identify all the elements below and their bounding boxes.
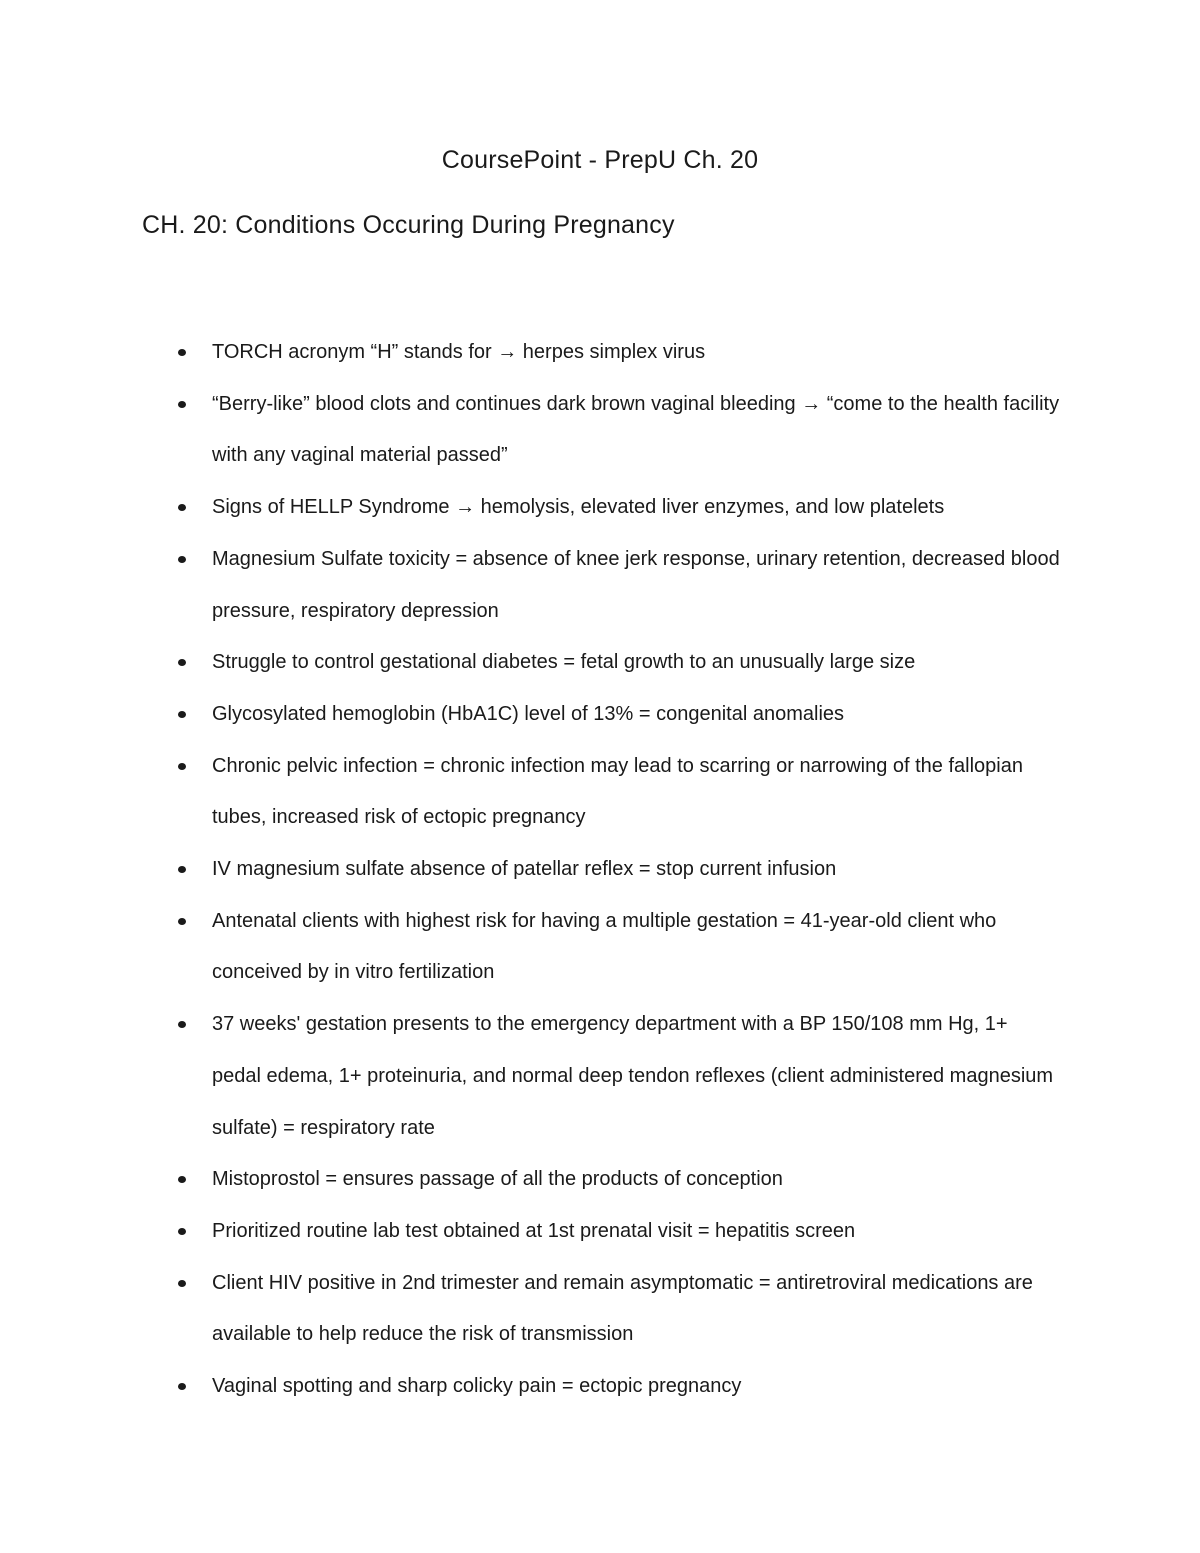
list-item — [0, 844, 1062, 896]
notes-list — [0, 327, 1200, 1413]
list-item-text: IV magnesium sulfate absence of patellar reflex = stop current infusion — [212, 858, 837, 881]
list-item — [0, 999, 1062, 1154]
list-item — [0, 896, 1062, 999]
list-item-text: Glycosylated hemoglobin (HbA1C) level of 13% = congenital anomalies — [212, 702, 845, 725]
bullet-icon — [178, 401, 186, 408]
bullet-icon — [178, 711, 186, 718]
list-item — [0, 1258, 1062, 1361]
list-item-text: Vaginal spotting and sharp colicky pain = ectopic pregnancy — [212, 1375, 742, 1398]
chapter-heading: CH. 20: Conditions Occuring During Pregnancy — [142, 211, 675, 239]
list-item-text: Prioritized routine lab test obtained at 1st prenatal visit = hepatitis screen — [212, 1219, 856, 1242]
list-item — [0, 637, 1062, 689]
list-item-text: TORCH acronym “H” stands for → herpes simplex virus — [212, 341, 706, 363]
bullet-icon — [178, 763, 186, 770]
bullet-icon — [178, 866, 186, 873]
bullet-icon — [178, 1280, 186, 1287]
list-item — [0, 534, 1062, 637]
bullet-icon — [178, 1228, 186, 1235]
bullet-icon — [178, 349, 186, 356]
bullet-icon — [178, 1383, 186, 1390]
document-title: CoursePoint - PrepU Ch. 20 — [441, 146, 759, 174]
bullet-icon — [178, 659, 186, 666]
list-item-text: Struggle to control gestational diabetes = fetal growth to an unusually large size — [212, 651, 916, 674]
list-item-text: Signs of HELLP Syndrome → hemolysis, elevated liver enzymes, and low platelets — [212, 496, 945, 519]
list-item-text: Antenatal clients with highest risk for having a multiple gestation = 41-year-old client who conceived by in vitro fertilization — [212, 909, 997, 984]
list-item-text: 37 weeks' gestation presents to the emergency department with a BP 150/108 mm Hg, 1+ pedal edema, 1+ proteinuria, and normal deep tendon reflexes (client administered magnesium sulfate) = respiratory rate — [212, 1013, 1054, 1139]
list-item — [0, 327, 1062, 379]
bullet-icon — [178, 1176, 186, 1183]
list-item — [0, 741, 1062, 844]
list-item — [0, 1206, 1062, 1258]
bullet-icon — [178, 1021, 186, 1028]
bullet-icon — [178, 918, 186, 925]
bullet-icon — [178, 556, 186, 563]
bullet-icon — [178, 504, 186, 511]
list-item-text: Mistoprostol = ensures passage of all the products of conception — [212, 1168, 783, 1191]
list-item — [0, 379, 1062, 482]
list-item — [0, 482, 1062, 534]
list-item-text: Magnesium Sulfate toxicity = absence of knee jerk response, urinary retention, decreased blood pressure, respiratory depression — [212, 547, 1060, 622]
list-item — [0, 689, 1062, 741]
list-item-text: Client HIV positive in 2nd trimester and remain asymptomatic = antiretroviral medications are available to help reduce the risk of transmission — [212, 1271, 1033, 1346]
list-item — [0, 1154, 1062, 1206]
list-item — [0, 1361, 1062, 1413]
list-item-text: Chronic pelvic infection = chronic infection may lead to scarring or narrowing of the fallopian tubes, increased risk of ectopic pregnancy — [212, 754, 1023, 829]
list-item-text: “Berry-like” blood clots and continues dark brown vaginal bleeding → “come to the health facility with any vaginal material passed” — [212, 392, 1060, 467]
